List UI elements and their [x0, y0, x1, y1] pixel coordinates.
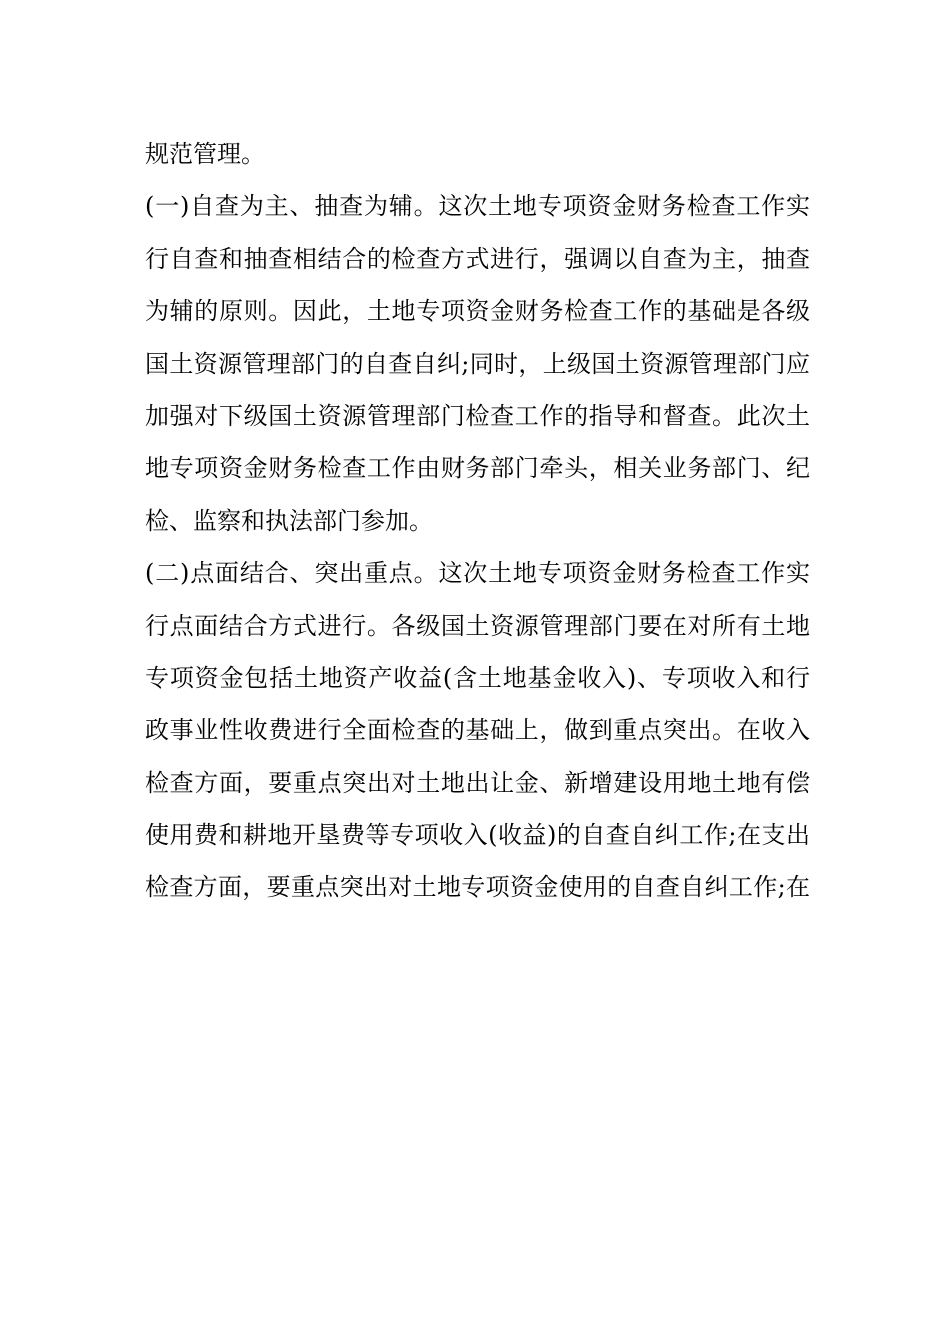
text-line: 规范管理。 — [145, 140, 265, 168]
text-line: 检查方面，要重点突出对土地出让金、新增建设用地土地有偿 — [145, 768, 810, 797]
text-line: 政事业性收费进行全面检查的基础上，做到重点突出。在收入 — [145, 716, 810, 745]
text-line: 行点面结合方式进行。各级国土资源管理部门要在对所有土地 — [145, 611, 810, 640]
text-line: 使用费和耕地开垦费等专项收入(收益)的自查自纠工作;在支出 — [145, 821, 810, 850]
text-line: 行自查和抽查相结合的检查方式进行，强调以自查为主，抽查 — [145, 244, 810, 273]
text-line: (一)自查为主、抽查为辅。这次土地专项资金财务检查工作实 — [145, 192, 810, 221]
text-line: 检查方面，要重点突出对土地专项资金使用的自查自纠工作;在 — [145, 873, 810, 902]
text-line: 检、监察和执法部门参加。 — [145, 506, 433, 535]
body-text — [145, 128, 810, 914]
text-line: 国土资源管理部门的自查自纠;同时，上级国土资源管理部门应 — [145, 349, 810, 378]
text-line: 加强对下级国土资源管理部门检查工作的指导和督查。此次土 — [145, 401, 810, 430]
text-line: 专项资金包括土地资产收益(含土地基金收入)、专项收入和行 — [145, 663, 810, 692]
text-line: 为辅的原则。因此，土地专项资金财务检查工作的基础是各级 — [145, 297, 810, 326]
text-line: (二)点面结合、突出重点。这次土地专项资金财务检查工作实 — [145, 559, 810, 588]
text-line: 地专项资金财务检查工作由财务部门牵头，相关业务部门、纪 — [145, 454, 810, 483]
